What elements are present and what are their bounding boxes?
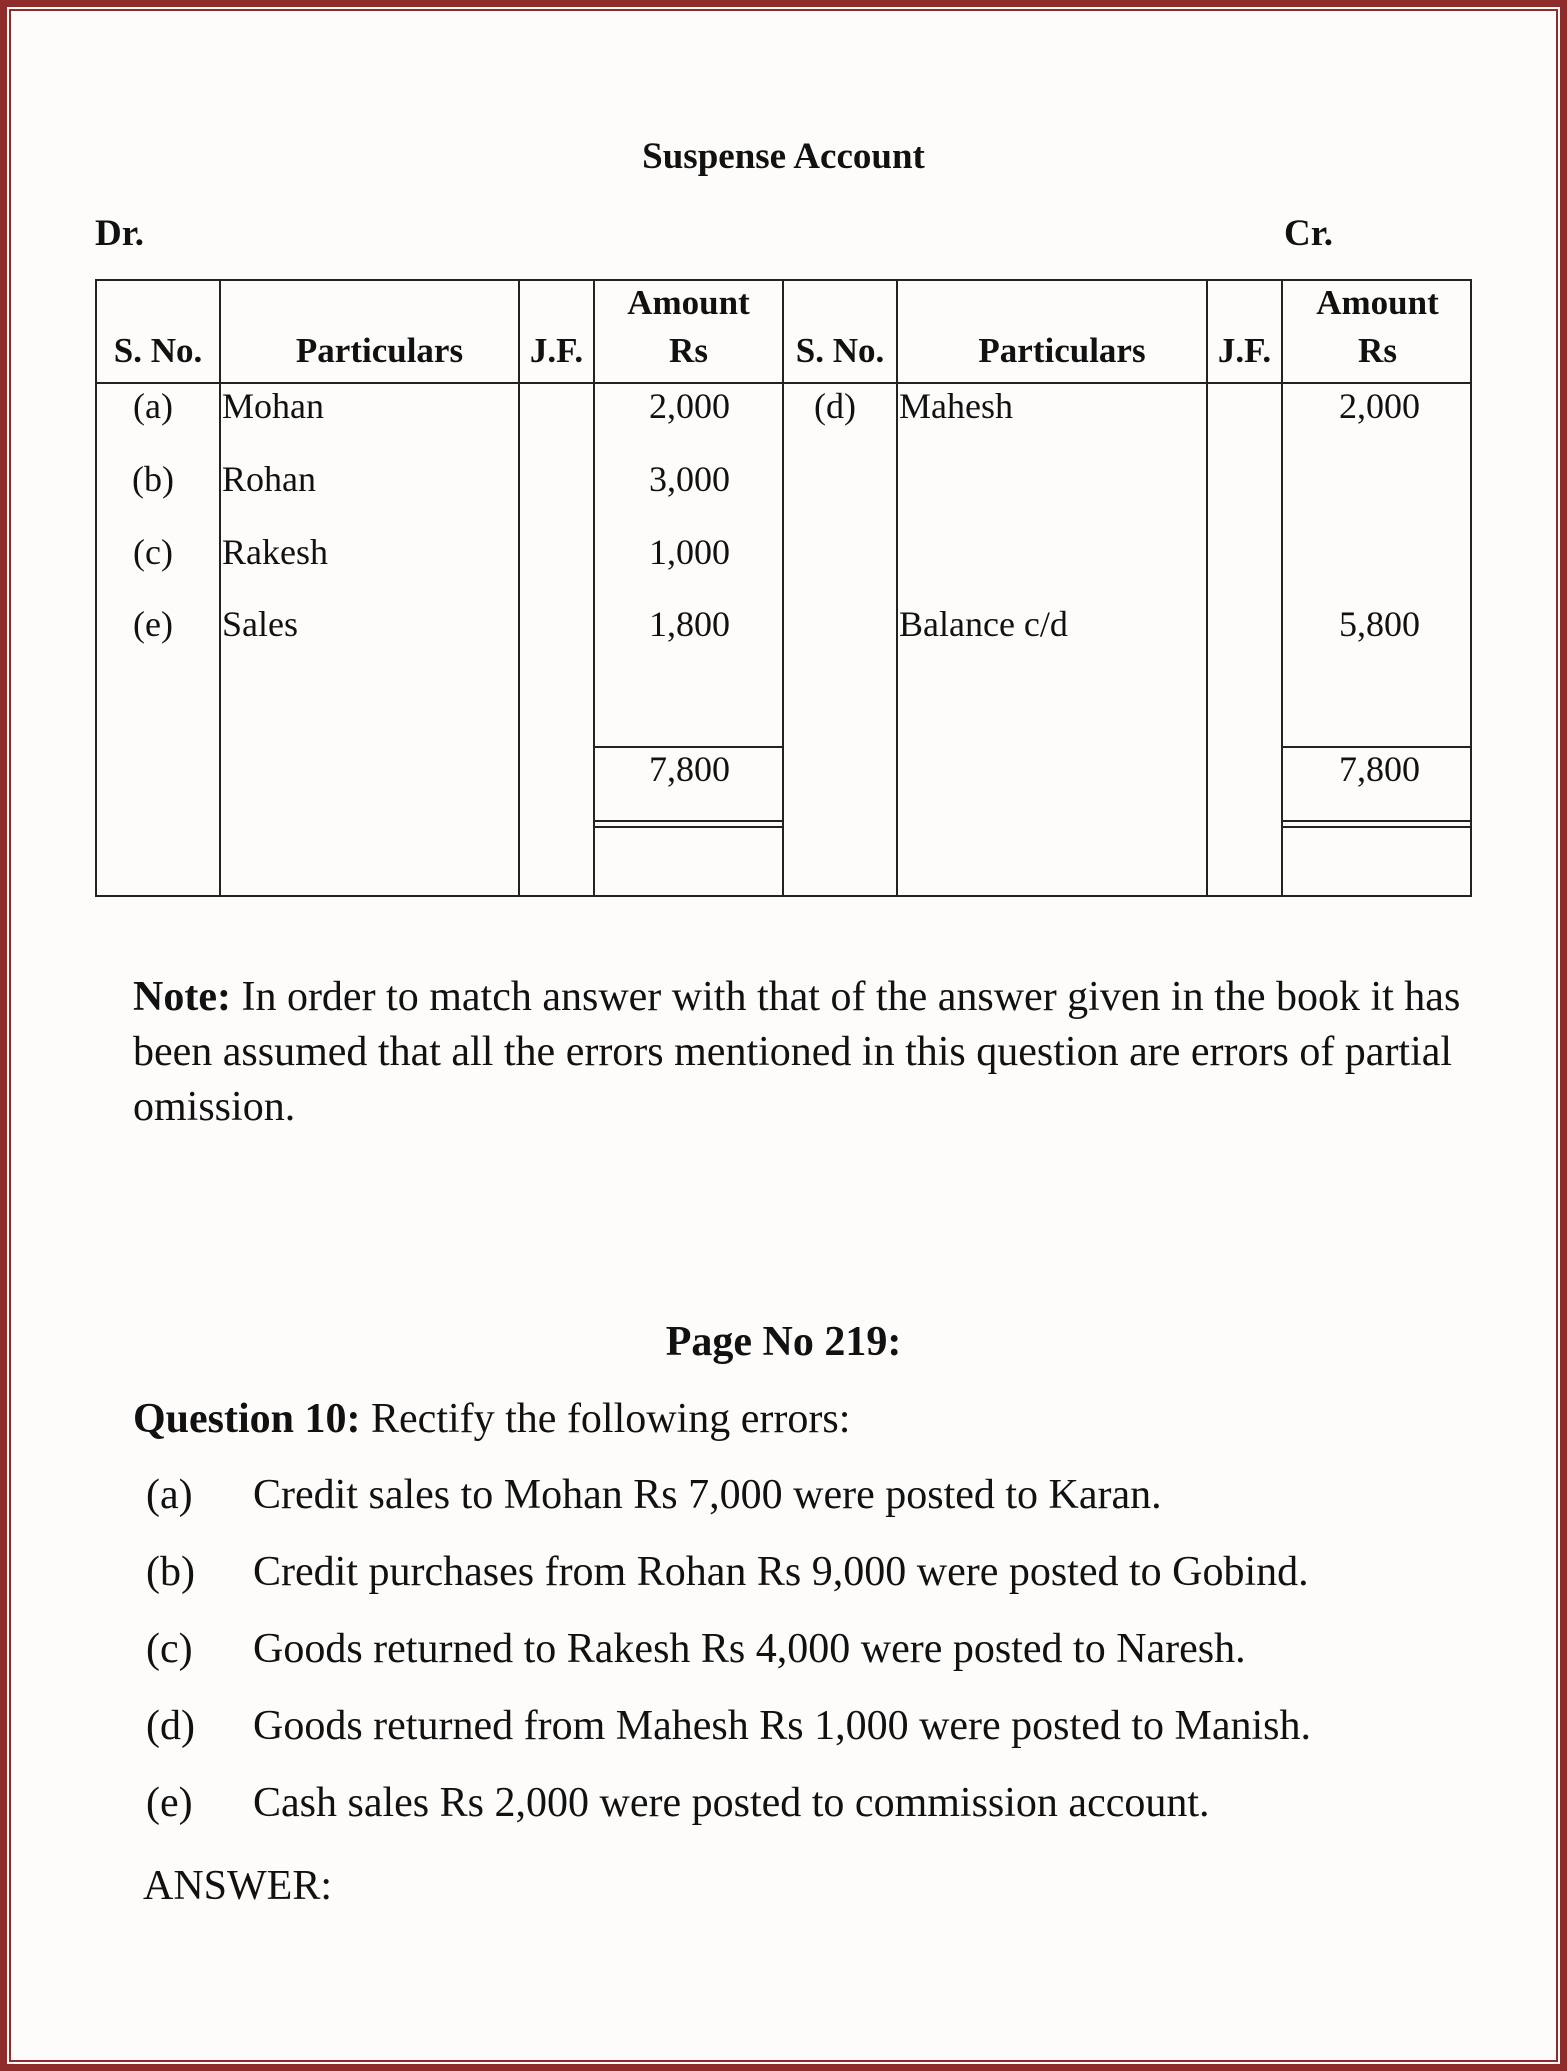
- question-item-text: Credit sales to Mohan Rs 7,000 were posted to Karan.: [253, 1472, 1162, 1518]
- question-item-text: Goods returned to Rakesh Rs 4,000 were posted to Naresh.: [253, 1626, 1246, 1672]
- debit-particulars: Sales: [222, 604, 298, 644]
- question-item-letter: (c): [146, 1626, 193, 1672]
- debit-sno: (c): [133, 532, 173, 572]
- account-title: Suspense Account: [642, 136, 925, 177]
- question-item-letter: (a): [146, 1472, 193, 1518]
- question-item-text: Credit purchases from Rohan Rs 9,000 were posted to Gobind.: [253, 1549, 1309, 1595]
- header-sno-credit: S. No.: [795, 331, 885, 370]
- debit-sno: (e): [133, 604, 173, 644]
- debit-particulars: Rakesh: [222, 532, 328, 572]
- credit-particulars: Balance c/d: [899, 604, 1068, 644]
- header-rule: [95, 382, 1472, 384]
- header-sno-debit: S. No.: [113, 331, 203, 370]
- debit-total-double-rule: [593, 820, 782, 822]
- header-jf-debit: J.F.: [529, 331, 584, 370]
- header-rs-debit: Rs: [669, 331, 708, 370]
- debit-total-double-rule: [593, 826, 782, 828]
- question-item-text: Goods returned from Mahesh Rs 1,000 were posted to Manish.: [253, 1703, 1311, 1749]
- credit-total: 7,800: [1339, 749, 1420, 789]
- col-divider: [896, 279, 898, 897]
- header-particulars-debit: Particulars: [295, 331, 464, 370]
- question-heading: [133, 1395, 850, 1443]
- col-divider: [518, 279, 520, 897]
- credit-total-double-rule: [1281, 820, 1472, 822]
- question-item-letter: (b): [146, 1549, 195, 1595]
- debit-amount: 1,000: [649, 532, 730, 572]
- col-divider: [782, 279, 784, 897]
- debit-amount: 2,000: [649, 386, 730, 426]
- credit-sno: (d): [814, 386, 856, 426]
- header-jf-credit: J.F.: [1217, 331, 1272, 370]
- debit-particulars: Mohan: [222, 386, 324, 426]
- answer-label: ANSWER:: [143, 1863, 332, 1909]
- note-paragraph: [133, 970, 1463, 1135]
- credit-amount: 5,800: [1339, 604, 1420, 644]
- header-amount-debit: Amount: [627, 283, 750, 322]
- debit-sno: (b): [132, 459, 174, 499]
- note-label: Note:: [133, 974, 231, 1020]
- debit-particulars: Rohan: [222, 459, 316, 499]
- header-amount-credit: Amount: [1316, 283, 1439, 322]
- question-item-letter: (e): [146, 1780, 193, 1826]
- debit-sno: (a): [133, 386, 173, 426]
- page-number-heading: Page No 219:: [665, 1319, 902, 1365]
- debit-amount: 1,800: [649, 604, 730, 644]
- col-divider: [1206, 279, 1208, 897]
- debit-label: Dr.: [95, 213, 144, 254]
- credit-label: Cr.: [1284, 213, 1333, 254]
- credit-particulars: Mahesh: [899, 386, 1013, 426]
- credit-amount: 2,000: [1339, 386, 1420, 426]
- col-divider: [219, 279, 221, 897]
- note-text: In order to match answer with that of the answer given in the book it has been assumed that all the errors mentioned in this question are errors of partial omission.: [133, 974, 1461, 1130]
- credit-total-double-rule: [1281, 826, 1472, 828]
- debit-amount: 3,000: [649, 459, 730, 499]
- header-particulars-credit: Particulars: [978, 331, 1146, 370]
- col-divider: [1281, 279, 1283, 897]
- question-item-text: Cash sales Rs 2,000 were posted to commission account.: [253, 1780, 1210, 1826]
- question-label: Question 10:: [133, 1396, 361, 1442]
- col-divider: [593, 279, 595, 897]
- ledger-table: [95, 279, 1472, 897]
- question-text: Rectify the following errors:: [360, 1396, 851, 1442]
- question-item-letter: (d): [146, 1703, 195, 1749]
- header-rs-credit: Rs: [1358, 331, 1397, 370]
- debit-total: 7,800: [649, 749, 730, 789]
